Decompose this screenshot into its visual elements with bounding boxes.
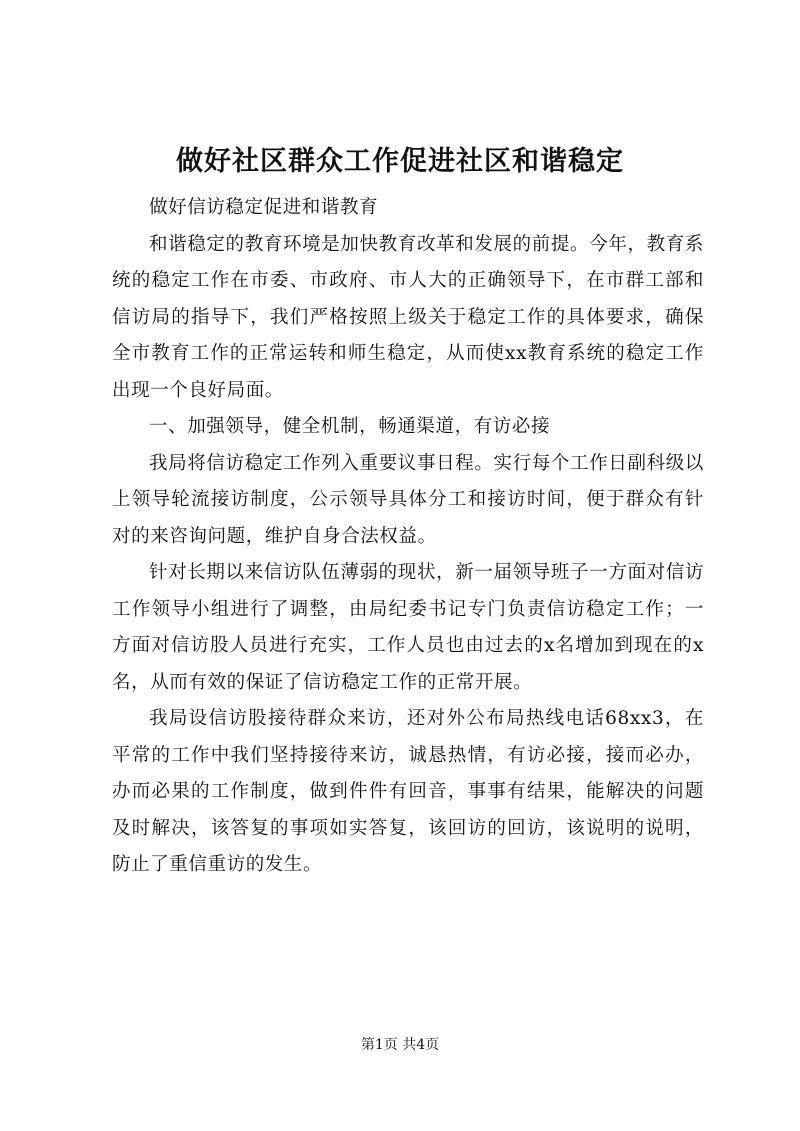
section-heading: 一、加强领导，健全机制，畅通渠道，有访必接 — [149, 416, 551, 437]
paragraph: 针对长期以来信访队伍薄弱的现状，新一届领导班子一方面对信访工作领导小组进行了调整，由局纪委书记专门负责信访稳定工作；一方面对信访股人员进行充实，工作人员也由过去的x名增加到现在的x名，从而有效的保证了信访稳定工作的正常开展。 — [112, 562, 704, 693]
paragraph-intro: 和谐稳定的教育环境是加快教育改革和发展的前提。今年，教育系统的稳定工作在市委、市政府、市人大的正确领导下，在市群工部和信访局的指导下，我们严格按照上级关于稳定工作的具体要求，确保全市教育工作的正常运转和师生稳定，从而使xx教育系统的稳定工作出现一个良好局面。 — [112, 233, 704, 401]
paragraph: 我局将信访稳定工作列入重要议事日程。实行每个工作日副科级以上领导轮流接访制度，公示领导具体分工和接访时间，便于群众有针对的来咨询问题，维护自身合法权益。 — [112, 452, 704, 547]
page-number: 第1页 共4页 — [360, 1037, 440, 1053]
paragraph: 我局设信访股接待群众来访，还对外公布局热线电话68xx3，在平常的工作中我们坚持接待来访，诚恳热情，有访必接，接而必办，办而必果的工作制度，做到件件有回音，事事有结果，能解决的问题及时解决，该答复的事项如实答复，该回访的回访，该说明的说明，防止了重信重访的发生。 — [112, 708, 704, 875]
paragraph-subtitle: 做好信访稳定促进和谐教育 — [149, 197, 379, 218]
document-body — [112, 190, 704, 884]
document-title: 做好社区群众工作促进社区和谐稳定 — [176, 146, 624, 177]
